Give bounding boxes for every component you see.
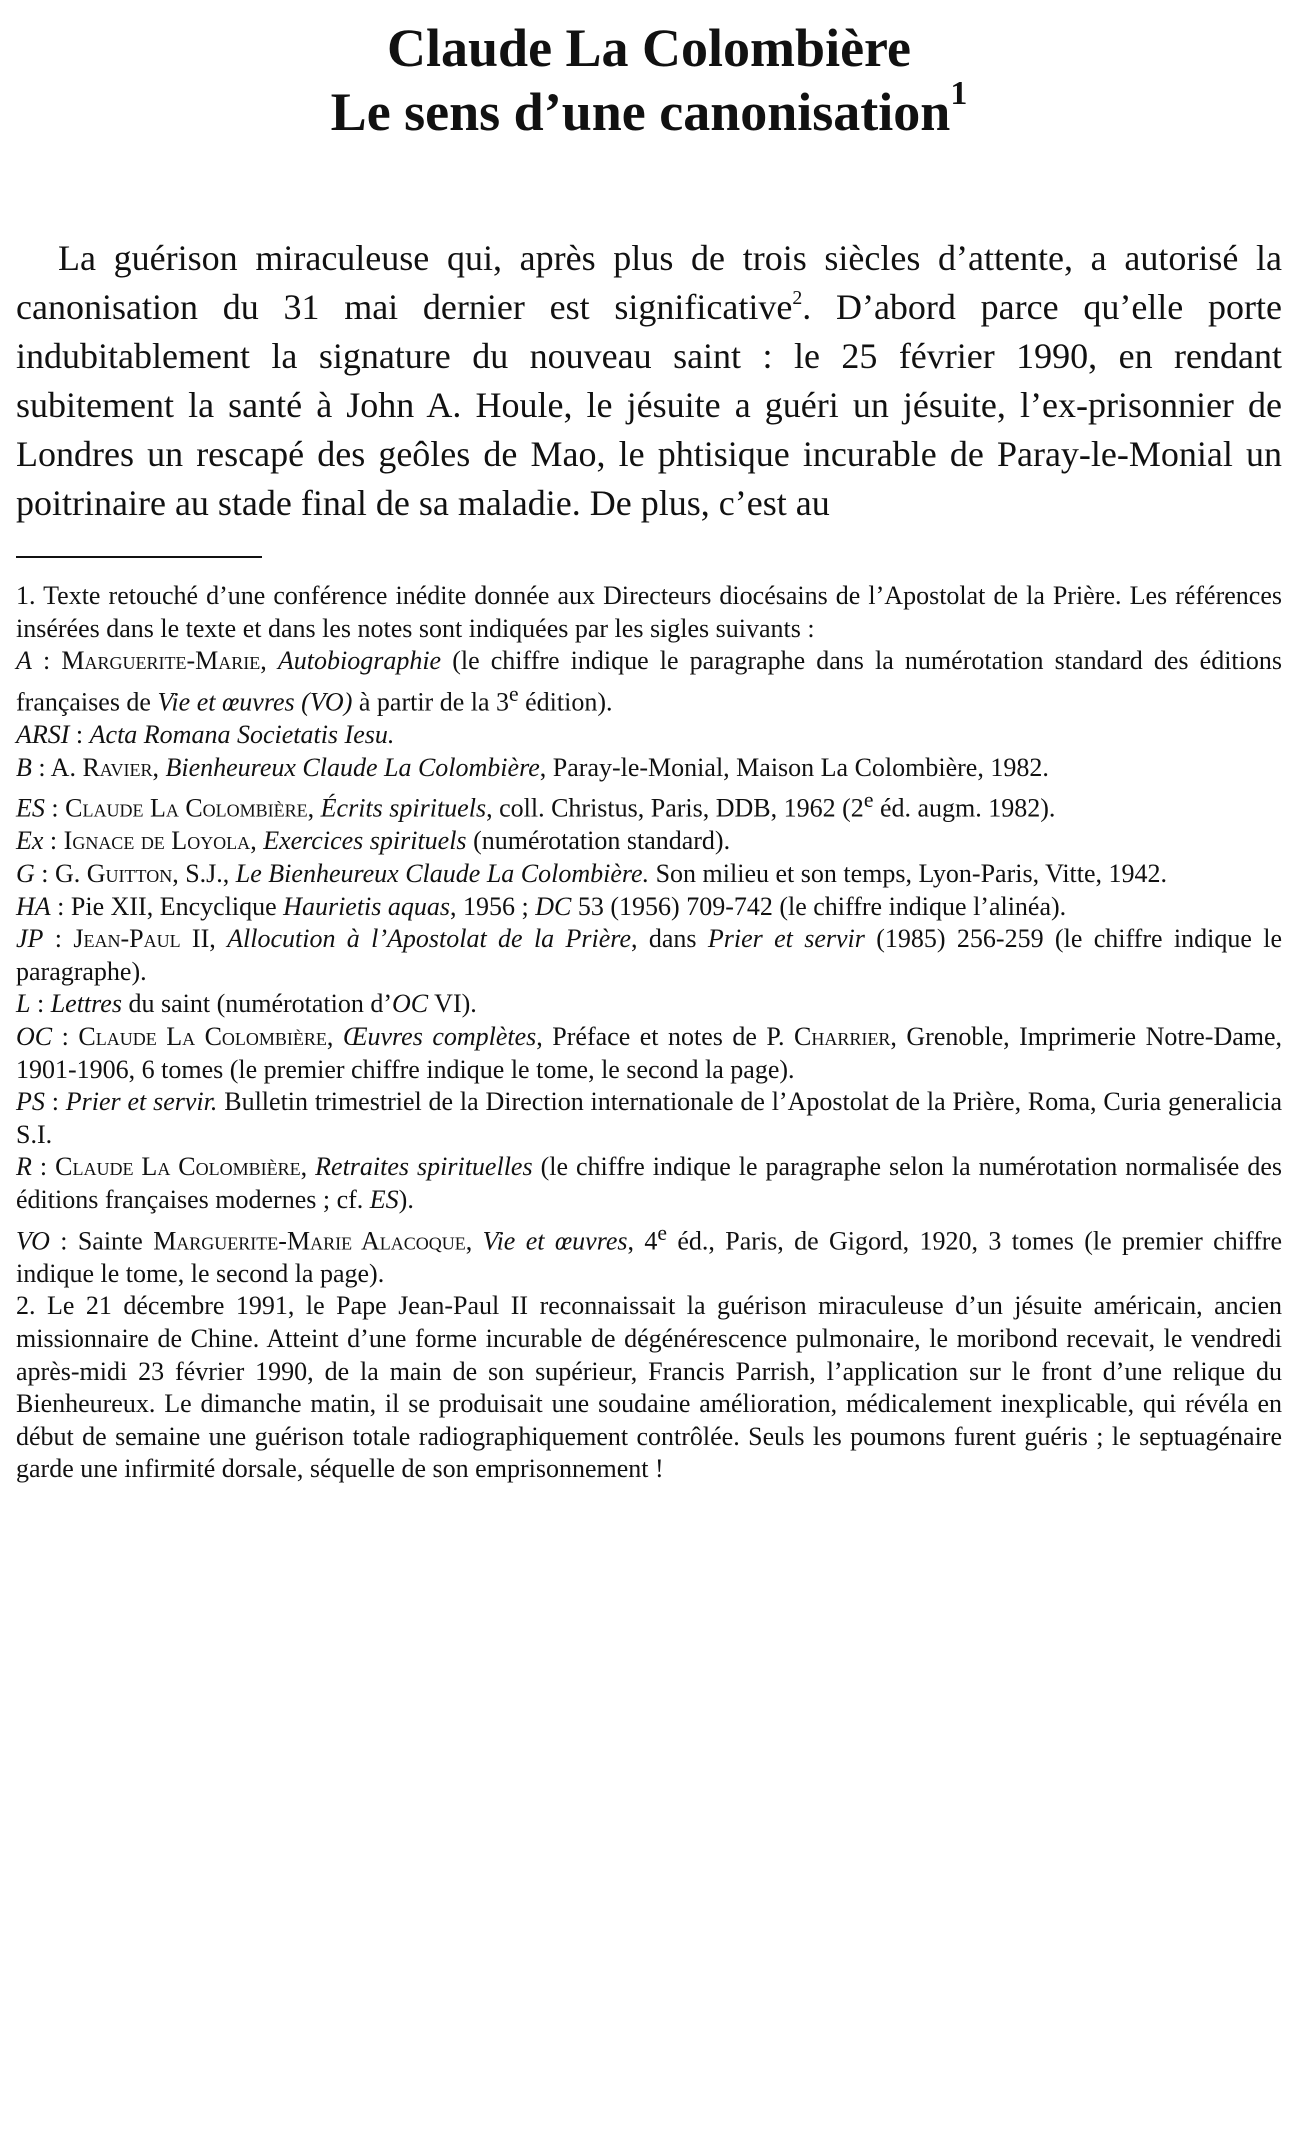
title-footnote-ref: 1 xyxy=(950,75,968,112)
abbrev-B: B : A. Ravier, Bienheureux Claude La Colombière, Paray-le-Monial, Maison La Colombière, 1982. xyxy=(16,752,1049,782)
body-paragraph xyxy=(16,234,1282,528)
page-title xyxy=(16,16,1282,144)
abbrev-OC: OC : Claude La Colombière, Œuvres complètes, Préface et notes de P. Charrier, Grenoble, Imprimerie Notre-Dame, 1901-1906, 6 tomes (le premier chiffre indique le tome, le second la page). xyxy=(16,1022,1283,1084)
abbrev-PS: PS : Prier et servir. Bulletin trimestriel de la Direction internationale de l’Apostolat de la Prière, Roma, Curia generalicia S.I. xyxy=(16,1087,1283,1149)
abbrev-R: R : Claude La Colombière, Retraites spirituelles (le chiffre indique le paragraphe selon la numérotation normalisée des éditions françaises modernes ; cf. ES). xyxy=(16,1152,1283,1214)
abbrev-L: L : Lettres du saint (numérotation d’OC VI). xyxy=(16,989,477,1019)
abbrev-G: G : G. Guitton, S.J., Le Bienheureux Claude La Colombière. Son milieu et son temps, Lyon-Paris, Vitte, 1942. xyxy=(16,859,1168,889)
body-text-a: La guérison miraculeuse qui, après plus de trois siècles d’attente, a autorisé la canonisation du 31 mai dernier est significative xyxy=(16,238,1282,327)
title-line-1: Claude La Colombière xyxy=(387,18,911,78)
footnotes xyxy=(16,580,1282,1486)
abbrev-JP: JP : Jean-Paul II, Allocution à l’Apostolat de la Prière, dans Prier et servir (1985) 256-259 (le chiffre indique le paragraphe). xyxy=(16,924,1282,986)
abbrev-ES: ES : Claude La Colombière, Écrits spirituels, coll. Christus, Paris, DDB, 1962 (2e éd. augm. 1982). xyxy=(16,788,1056,823)
abbrev-Ex: Ex : Ignace de Loyola, Exercices spirituels (numérotation standard). xyxy=(16,826,731,856)
footnote-divider xyxy=(16,556,262,558)
abbrev-VO: VO : Sainte Marguerite-Marie Alacoque, Vie et œuvres, 4e éd., Paris, de Gigord, 1920, 3 tomes (le premier chiffre indique le tome, le second la page). xyxy=(16,1220,1282,1288)
title-line-2: Le sens d’une canonisation xyxy=(330,82,951,142)
footnote-2: 2. Le 21 décembre 1991, le Pape Jean-Paul II reconnaissait la guérison miraculeuse d’un jésuite américain, ancien missionnaire de Chine. Atteint d’une forme incurable de dégénérescence pulmonaire, le moribond recevait, le vendredi après-midi 23 février 1990, de la main de son supérieur, Francis Parrish, l’application sur le front d’une relique du Bienheureux. Le dimanche matin, il se produisait une soudaine amélioration, médicalement inexplicable, qui révéla en début de semaine une guérison totale radiographiquement contrôlée. Seuls les poumons furent guéris ; le septuagénaire garde une infirmité dorsale, séquelle de son emprisonnement ! xyxy=(16,1291,1282,1484)
body-text-b: . D’abord parce qu’elle porte indubitablement la signature du nouveau saint : le 25 février 1990, en rendant subitement la santé à John A. Houle, le jésuite a guéri un jésuite, l’ex-prisonnier de Londres un rescapé des geôles de Mao, le phtisique incurable de Paray-le-Monial un poitrinaire au stade final de sa maladie. De plus, c’est au xyxy=(16,287,1282,523)
abbrev-HA: HA : Pie XII, Encyclique Haurietis aquas, 1956 ; DC 53 (1956) 709-742 (le chiffre indique l’alinéa). xyxy=(16,891,1067,921)
footnote-ref-2: 2 xyxy=(792,287,803,310)
footnote-1-intro: 1. Texte retouché d’une conférence inédite donnée aux Directeurs diocésains de l’Apostolat de la Prière. Les références insérées dans le texte et dans les notes sont indiquées par les sigles suivants : xyxy=(16,581,1282,643)
abbrev-A: A : Marguerite-Marie, Autobiographie (le chiffre indique le paragraphe dans la numérotation standard des éditions françaises de Vie et œuvres (VO) à partir de la 3e édition). xyxy=(16,646,1282,717)
abbrev-ARSI: ARSI : Acta Romana Societatis Iesu. xyxy=(16,720,395,750)
